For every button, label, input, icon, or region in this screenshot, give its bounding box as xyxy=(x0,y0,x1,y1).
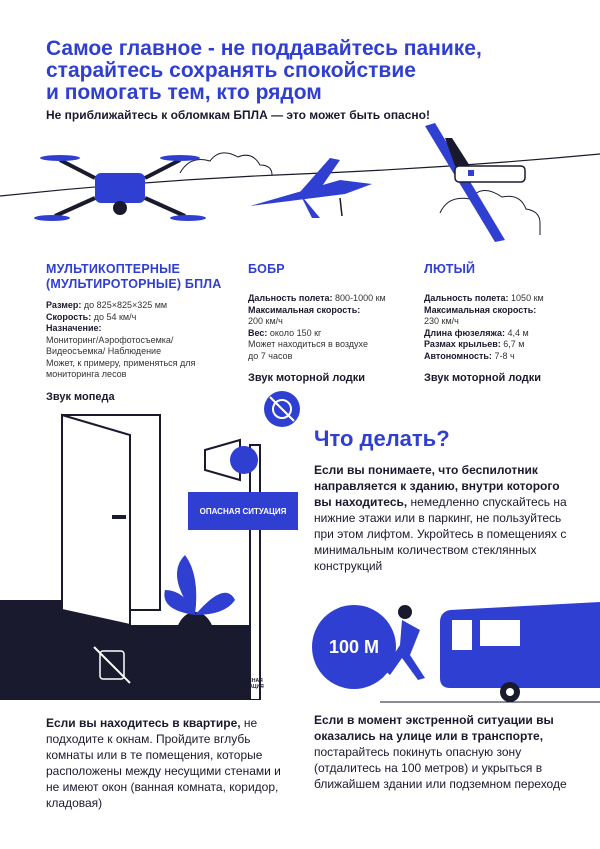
running-person-icon xyxy=(384,605,425,680)
title-line-2: старайтесь сохранять спокойствие xyxy=(46,59,416,82)
lyuty-drone-icon xyxy=(425,123,525,242)
drone-sound: Звук мопеда xyxy=(46,390,115,403)
drones-illustration xyxy=(0,118,600,253)
danger-sign-text: ОПАСНАЯ СИТУАЦИЯ xyxy=(199,506,287,516)
spec-line: Видеосъемка/ Наблюдение xyxy=(46,346,162,356)
shelter-illustration xyxy=(0,385,310,700)
drone-sound: Звук моторной лодки xyxy=(424,372,542,384)
spec-line: 230 км/ч xyxy=(424,316,459,326)
spec-line: Длина фюзеляжа: 4,4 м xyxy=(424,327,529,338)
street-illustration xyxy=(380,600,600,705)
spec-line: Может находиться в воздухе xyxy=(248,339,368,349)
page-title xyxy=(46,38,566,104)
multicopter-drone-icon xyxy=(34,155,206,221)
danger-sign xyxy=(188,492,298,530)
bobr-info xyxy=(248,262,413,384)
building-instructions: Если вы понимаете, что беспилотник направляется к зданию, внутри которого вы находитесь, немедленно спускайтесь на нижние этажи или в паркинг, не пользуйтесь при этом лифтом. Укройтесь в помещениях с минимальным количеством стеклянных конструкций xyxy=(314,463,567,573)
street-instructions: Если в момент экстренной ситуации вы оказались на улице или в транспорте, постарайтесь покинуть опасную зону (отдалитесь на 100 метров) и укрыться в ближайшем здании или подземном переходе xyxy=(314,713,567,791)
door-icon xyxy=(62,415,160,625)
lyuty-info xyxy=(424,262,584,384)
pole-label: ОПАСНАЯ СИТУАЦИЯ xyxy=(236,678,264,690)
drone-name: БОБР xyxy=(248,262,285,276)
drone-name: МУЛЬТИКОПТЕРНЫЕ (МУЛЬТИРОТОРНЫЕ) БПЛА xyxy=(46,262,222,291)
spec-line: Дальность полета: 1050 км xyxy=(424,293,544,303)
no-drone-icon xyxy=(264,391,300,427)
distance-badge: 100 М xyxy=(312,605,396,689)
spec-line: до 7 часов xyxy=(248,350,293,361)
section-title: Что делать? xyxy=(314,426,450,451)
title-line-1: Самое главное - не поддавайтесь панике, xyxy=(46,37,482,60)
spec-line: Скорость: до 54 км/ч xyxy=(46,311,137,322)
drone-name: ЛЮТЫЙ xyxy=(424,262,476,276)
spec-line: Автономность: 7-8 ч xyxy=(424,350,515,361)
spec-line: 200 км/ч xyxy=(248,316,283,326)
spec-line: Может, к примеру, применяться для xyxy=(46,357,196,368)
no-smartphone-icon xyxy=(86,639,138,691)
spec-line: Максимальная скорость: xyxy=(248,304,361,315)
title-line-3: и помогать тем, кто рядом xyxy=(46,81,322,104)
spec-line: мониторинга лесов xyxy=(46,369,127,379)
spec-line: Дальность полета: 800-1000 км xyxy=(248,293,386,303)
spec-line: Размах крыльев: 6,7 м xyxy=(424,339,525,349)
warning-text: Не приближайтесь к обломкам БПЛА — это может быть опасно! xyxy=(46,108,430,122)
spec-line: Максимальная скорость: xyxy=(424,304,537,315)
bus-icon xyxy=(440,602,600,702)
spec-line: Мониторинг/Аэрофотосъемка/ xyxy=(46,334,174,345)
multicopter-info xyxy=(46,262,236,403)
spec-line: Размер: до 825×825×325 мм xyxy=(46,300,168,310)
spec-line: Назначение: xyxy=(46,323,102,333)
drone-sound: Звук моторной лодки xyxy=(248,372,366,384)
spec-line: Вес: около 150 кг xyxy=(248,327,322,338)
apartment-instructions: Если вы находитесь в квартире, не подходите к окнам. Пройдите вглубь комнаты или в те помещения, которые расположены между несущими стенами и не имеют окон (ванная комната, коридор, кладовая) xyxy=(46,716,281,810)
